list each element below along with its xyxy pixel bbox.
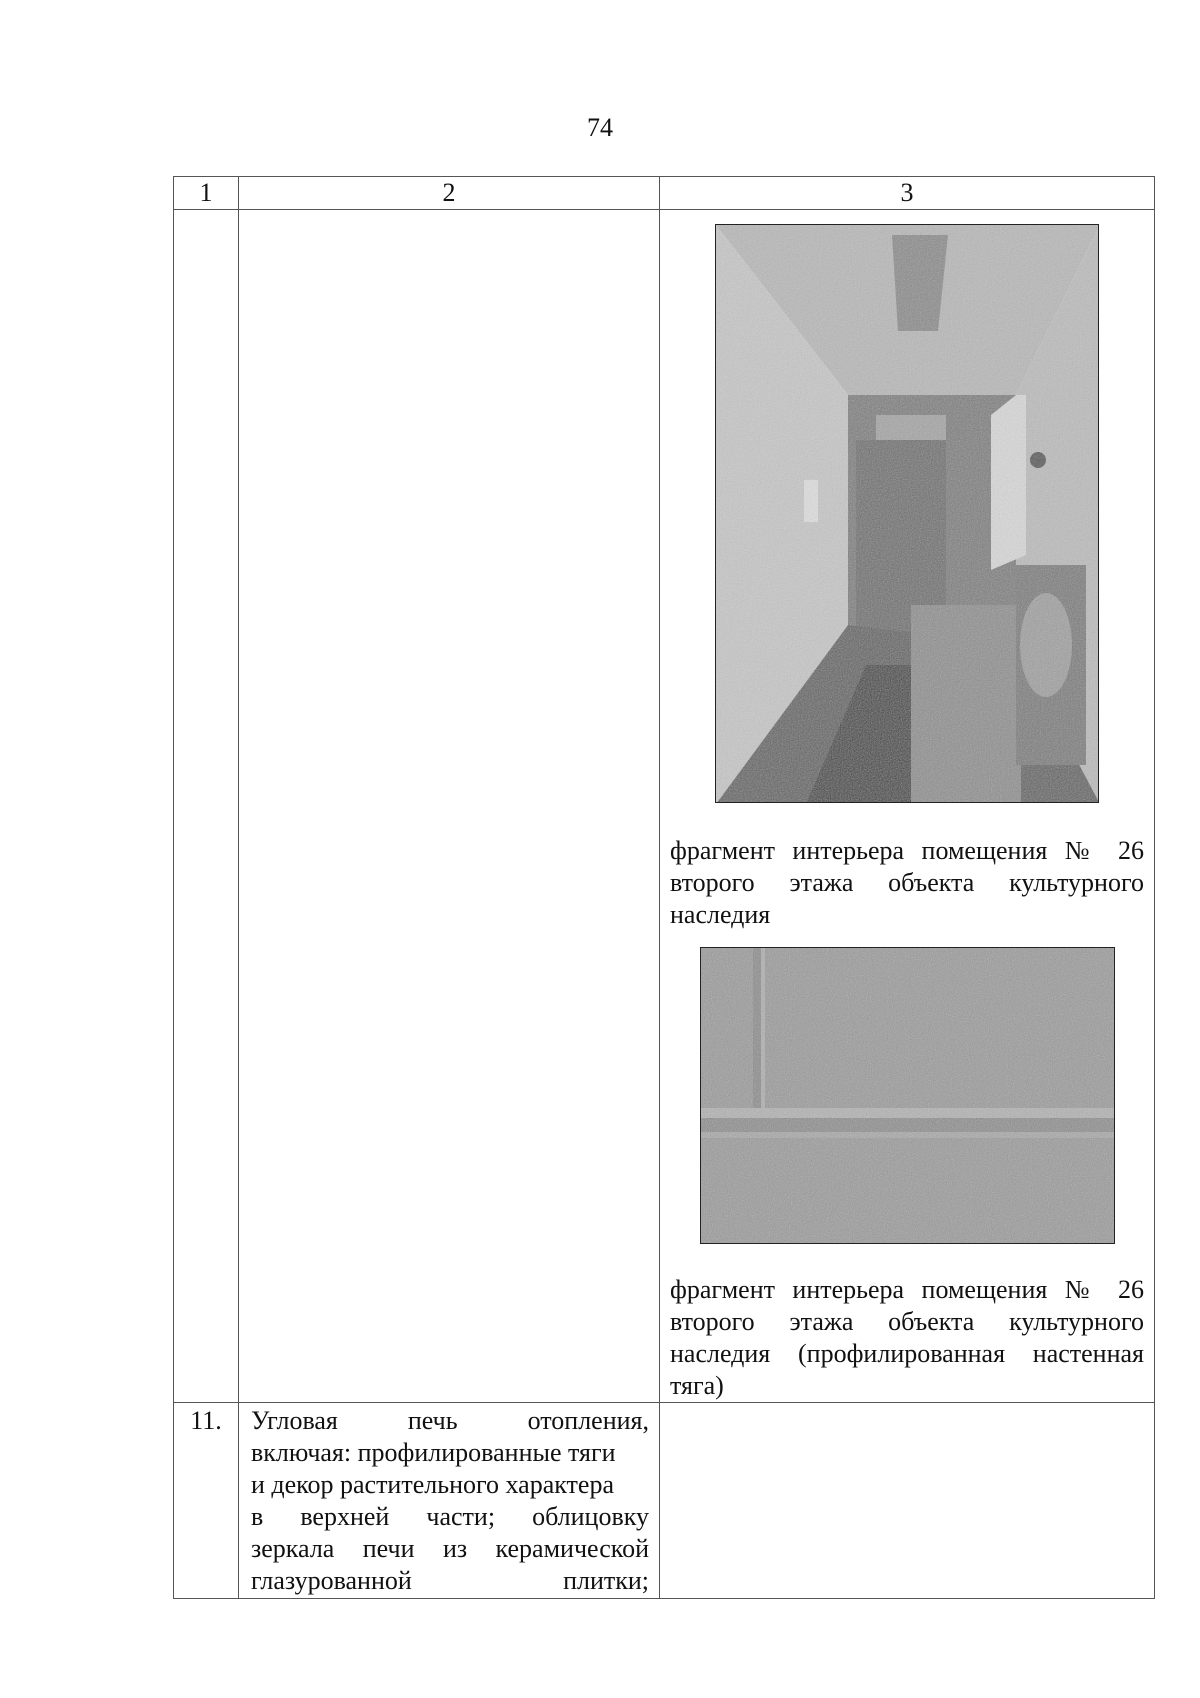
photo-caption: фрагмент интерьера помещения № 26 второго этажа объекта культурного наследия (профилированная настенная тяга) xyxy=(670,1275,1144,1400)
table-header-row xyxy=(174,177,1155,210)
description-line: в верхней части; облицовку xyxy=(251,1502,649,1531)
description-cell xyxy=(239,210,660,1403)
table-row xyxy=(174,210,1155,1403)
column-header-1: 1 xyxy=(174,177,239,210)
heritage-table xyxy=(173,176,1155,1599)
column-header-3: 3 xyxy=(660,177,1155,210)
row-number-cell xyxy=(174,210,239,1403)
description-cell xyxy=(239,1403,660,1599)
corridor-photo xyxy=(715,224,1099,803)
table-row xyxy=(174,1403,1155,1599)
description-line: зеркала печи из керамической xyxy=(251,1534,649,1563)
column-header-2: 2 xyxy=(239,177,660,210)
description-line: и декор растительного характера xyxy=(251,1470,614,1499)
photos-cell xyxy=(660,210,1155,1403)
wall-molding-photo xyxy=(700,947,1115,1244)
description-line: Угловая печь отопления, xyxy=(251,1406,649,1435)
photo-caption: фрагмент интерьера помещения № 26 второго этажа объекта культурного наследия xyxy=(670,836,1144,929)
description-line: глазурованной плитки; xyxy=(251,1566,649,1595)
photos-cell xyxy=(660,1403,1155,1599)
description-line: включая: профилированные тяги xyxy=(251,1438,616,1467)
page-number: 74 xyxy=(587,113,613,142)
row-number-cell: 11. xyxy=(174,1403,239,1599)
